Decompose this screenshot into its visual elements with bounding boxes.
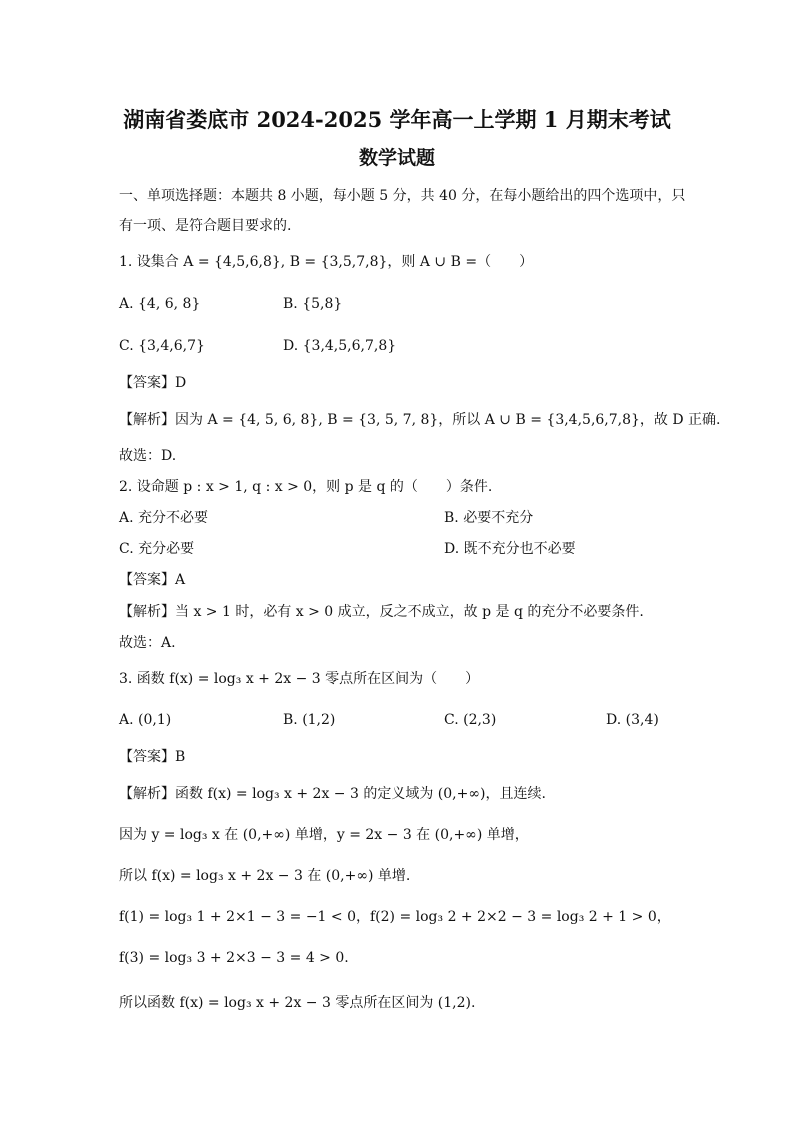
q1-analysis: 【解析】因为 A = {4, 5, 6, 8}, B = {3, 5, 7, 8}，所以 A ∪ B = {3,4,5,6,7,8}，故 D 正确. — [119, 412, 721, 428]
q3-analysis-line4: f(1) = log₃ 1 + 2×1 − 3 = −1 < 0，f(2) = log₃ 2 + 2×2 − 3 = log₃ 2 + 1 > 0， — [119, 909, 671, 925]
q3-analysis-line6: 所以函数 f(x) = log₃ x + 2x − 3 零点所在区间为 (1,2). — [119, 995, 476, 1011]
q1-answer: 【答案】D — [119, 375, 187, 391]
section-heading-line2: 有一项、是符合题目要求的. — [119, 218, 292, 234]
q2-analysis: 【解析】当 x > 1 时，必有 x > 0 成立，反之不成立，故 p 是 q 的充分不必要条件. — [119, 604, 644, 620]
q2-option-b: B. 必要不充分 — [444, 510, 534, 526]
q1-conclusion: 故选：D. — [119, 448, 177, 464]
exam-subtitle: 数学试题 — [358, 147, 435, 169]
q1-option-c: C. {3,4,6,7} — [119, 338, 205, 354]
q2-option-d: D. 既不充分也不必要 — [444, 541, 576, 557]
q1-stem: 1. 设集合 A = {4,5,6,8}, B = {3,5,7,8}，则 A ∪ B =（ ） — [119, 254, 534, 270]
q1-option-d: D. {3,4,5,6,7,8} — [283, 338, 397, 354]
q3-option-d: D. (3,4) — [606, 712, 659, 728]
q2-conclusion: 故选：A. — [119, 635, 176, 651]
q1-option-a: A. {4, 6, 8} — [119, 296, 201, 312]
q2-option-c: C. 充分必要 — [119, 541, 195, 557]
q2-answer: 【答案】A — [119, 572, 186, 588]
q3-analysis-line5: f(3) = log₃ 3 + 2×3 − 3 = 4 > 0. — [119, 950, 349, 966]
q3-option-a: A. (0,1) — [119, 712, 172, 728]
q3-option-b: B. (1,2) — [283, 712, 336, 728]
q1-option-b: B. {5,8} — [283, 296, 343, 312]
q3-analysis-line3: 所以 f(x) = log₃ x + 2x − 3 在 (0,+∞) 单增. — [119, 868, 411, 884]
q3-stem: 3. 函数 f(x) = log₃ x + 2x − 3 零点所在区间为（ ） — [119, 671, 480, 687]
q3-analysis-line1: 【解析】函数 f(x) = log₃ x + 2x − 3 的定义域为 (0,+∞)，且连续. — [119, 786, 546, 802]
q2-option-a: A. 充分不必要 — [119, 510, 209, 526]
q2-stem: 2. 设命题 p : x > 1, q : x > 0，则 p 是 q 的（ ）条件. — [119, 479, 493, 495]
exam-title: 湖南省娄底市 2024-2025 学年高一上学期 1 月期末考试 — [123, 107, 671, 132]
q3-answer: 【答案】B — [119, 749, 186, 765]
q3-analysis-line2: 因为 y = log₃ x 在 (0,+∞) 单增，y = 2x − 3 在 (0,+∞) 单增， — [119, 827, 529, 843]
section-heading-line1: 一、单项选择题：本题共 8 小题，每小题 5 分，共 40 分，在每小题给出的四个选项中，只 — [119, 188, 686, 204]
q3-option-c: C. (2,3) — [444, 712, 497, 728]
